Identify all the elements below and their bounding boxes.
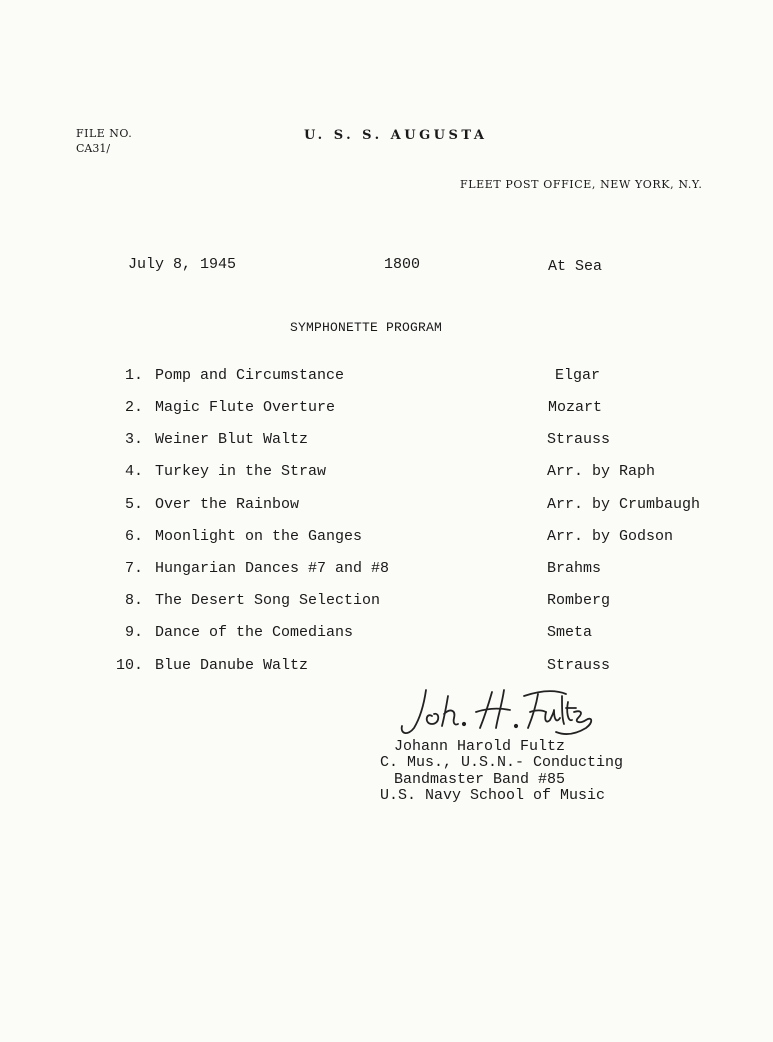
program-item (0, 528, 773, 552)
item-number: 10. (115, 657, 143, 674)
signer-band: Bandmaster Band #85 (394, 771, 566, 788)
item-composer: Elgar (555, 367, 601, 384)
item-composer: Brahms (547, 560, 602, 577)
item-composer: Mozart (548, 399, 603, 416)
item-composer: Strauss (547, 657, 611, 674)
item-composer: Arr. by Raph (547, 463, 656, 480)
item-number: 3. (124, 431, 143, 448)
item-number: 5. (124, 496, 143, 513)
program-item (0, 560, 773, 584)
location: At Sea (548, 258, 603, 275)
file-number: CA31/ (76, 142, 111, 155)
item-number: 6. (124, 528, 143, 545)
program-item (0, 657, 773, 681)
item-number: 8. (124, 592, 143, 609)
time: 1800 (384, 256, 421, 273)
item-title: Magic Flute Overture (155, 399, 336, 416)
item-number: 7. (124, 560, 143, 577)
item-title: Hungarian Dances #7 and #8 (155, 560, 390, 577)
program-item (0, 592, 773, 616)
item-title: Weiner Blut Waltz (155, 431, 309, 448)
item-number: 9. (124, 624, 143, 641)
program-item (0, 399, 773, 423)
date: July 8, 1945 (128, 256, 237, 273)
item-title: Over the Rainbow (155, 496, 300, 513)
item-composer: Romberg (547, 592, 611, 609)
program-title: SYMPHONETTE PROGRAM (290, 320, 443, 335)
program-item (0, 463, 773, 487)
ship-name: U. S. S. AUGUSTA (304, 128, 488, 143)
signer-name: Johann Harold Fultz (394, 738, 566, 755)
program-item (0, 367, 773, 391)
item-number: 2. (124, 399, 143, 416)
program-item (0, 624, 773, 648)
item-title: Blue Danube Waltz (155, 657, 309, 674)
program-item (0, 431, 773, 455)
post-office-address: FLEET POST OFFICE, NEW YORK, N.Y. (460, 178, 703, 191)
program-item (0, 496, 773, 520)
file-label: FILE NO. (76, 127, 133, 140)
item-composer: Smeta (547, 624, 593, 641)
item-title: Turkey in the Straw (155, 463, 327, 480)
item-number: 1. (124, 367, 143, 384)
handwritten-signature (396, 682, 596, 744)
signer-school: U.S. Navy School of Music (380, 787, 606, 804)
item-title: Pomp and Circumstance (155, 367, 345, 384)
item-composer: Arr. by Crumbaugh (547, 496, 701, 513)
item-composer: Strauss (547, 431, 611, 448)
signer-rank: C. Mus., U.S.N.- Conducting (380, 754, 624, 771)
item-title: Dance of the Comedians (155, 624, 354, 641)
item-composer: Arr. by Godson (547, 528, 674, 545)
item-title: Moonlight on the Ganges (155, 528, 363, 545)
item-number: 4. (124, 463, 143, 480)
item-title: The Desert Song Selection (155, 592, 381, 609)
